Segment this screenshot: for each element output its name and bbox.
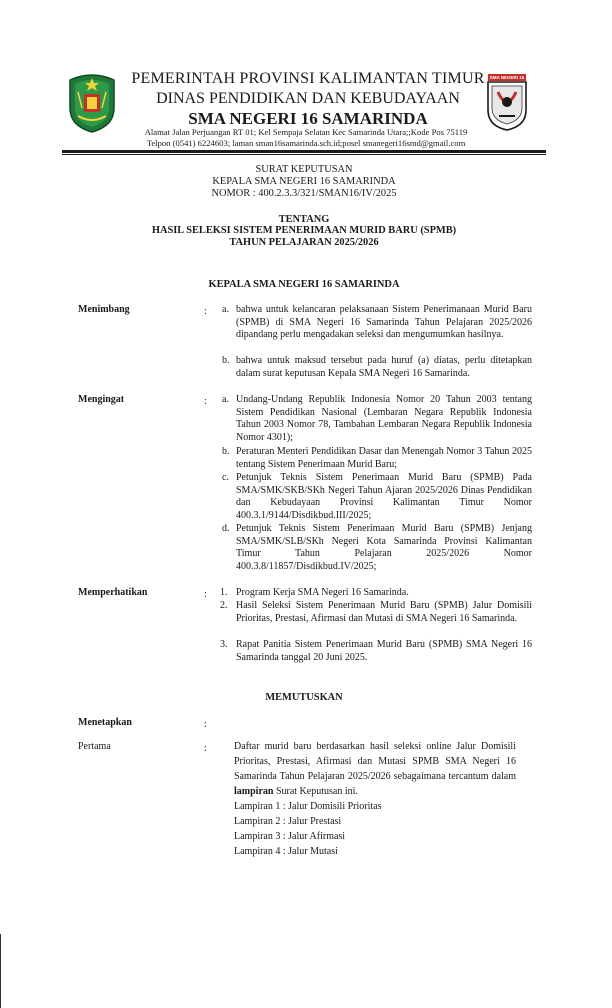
list-item: Program Kerja SMA Negeri 16 Samarinda. (236, 587, 409, 598)
list-marker: c. (222, 472, 229, 483)
decree-type: SURAT KEPUTUSAN (255, 164, 353, 175)
section-heading-head: KEPALA SMA NEGERI 16 SAMARINDA (208, 279, 400, 290)
pertama-label: Pertama (78, 741, 111, 752)
menetapkan-label: Menetapkan (78, 717, 132, 728)
lampiran-item: Lampiran 3 : Jalur Afirmasi (234, 831, 346, 842)
list-marker: 3. (220, 639, 228, 650)
list-item: bahwa untuk kelancaran pelaksanaan Sistem Penerimanaan Murid Baru (SPMB) di SMA Negeri 16 Samarinda Tahun Pelajaran 2025/2026 dipandang perlu mengadakan seleksi dan mengumumkan hasilnya. (236, 304, 532, 341)
list-item: Undang-Undang Republik Indonesia Nomor 20 Tahun 2003 tentang Sistem Pendidikan Nasional (Lembaran Negara Republik Indonesia Tahun 2003 Nomor 78, Tambahan Lembaran Negara Republik Indonesia Nomor 4301); (236, 394, 532, 443)
letterhead-department: DINAS PENDIDIKAN DAN KEBUDAYAAN (156, 90, 460, 107)
decree-subject-line2: TAHUN PELAJARAN 2025/2026 (229, 237, 379, 248)
menimbang-colon: : (204, 306, 207, 317)
decree-number: NOMOR : 400.2.3.3/321/SMAN16/IV/2025 (211, 188, 397, 199)
school-logo (484, 72, 530, 132)
lampiran-item: Lampiran 4 : Jalur Mutasi (234, 846, 338, 857)
letterhead-divider-thick (62, 150, 546, 153)
letterhead-divider-thin (62, 154, 546, 155)
menetapkan-colon: : (204, 719, 207, 730)
list-marker: 2. (220, 600, 228, 611)
list-item: Rapat Panitia Sistem Penerimaan Murid Baru (SPMB) SMA Negeri 16 Samarinda tanggal 20 Juni 2025. (236, 639, 532, 663)
pertama-colon: : (204, 743, 207, 754)
school-logo-text: SMA NEGERI 16 (489, 75, 525, 80)
mengingat-colon: : (204, 396, 207, 407)
pertama-text (234, 739, 516, 799)
letterhead-school-name: SMA NEGERI 16 SAMARINDA (188, 109, 428, 128)
letterhead-contact: Telpon (0541) 6224603; laman sman16samarinda.sch.id;posel smanegeri16smd@gmail.com (146, 138, 466, 148)
list-marker: 1. (220, 587, 228, 598)
list-marker: b. (222, 446, 230, 457)
memperhatikan-label: Memperhatikan (78, 587, 148, 598)
lampiran-item: Lampiran 2 : Jalur Prestasi (234, 816, 342, 827)
list-marker: a. (222, 304, 229, 315)
kaltim-province-logo (66, 72, 118, 134)
list-marker: d. (222, 523, 230, 534)
pertama-text-end: Surat Keputusan ini. (273, 786, 358, 797)
scan-edge-line (0, 934, 1, 1008)
list-item: Petunjuk Teknis Sistem Penerimaan Murid Baru (SPMB) Jenjang SMA/SMK/SLB/SKh Negeri Kota Samarinda Provinsi Kalimantan Timur Tahun Pelajaran 2025/2026 Nomor 400.3.8/11857/Disdikbud.IV/2025; (236, 523, 532, 572)
letterhead-government: PEMERINTAH PROVINSI KALIMANTAN TIMUR (131, 70, 485, 87)
list-item: bahwa untuk maksud tersebut pada huruf (a) diatas, perlu ditetapkan dalam surat keputusan Kepala SMA Negeri 16 Samarinda. (236, 355, 532, 379)
memutuskan-heading: MEMUTUSKAN (265, 692, 343, 703)
lampiran-item: Lampiran 1 : Jalur Domisili Prioritas (234, 801, 382, 812)
memperhatikan-colon: : (204, 589, 207, 600)
pertama-text-main: Daftar murid baru berdasarkan hasil seleksi online Jalur Domisili Prioritas, Prestasi, Afirmasi dan Mutasi SPMB SMA Negeri 16 Samarinda Tahun Pelajaran 2025/2026 sebagaimana tercantum dalam (234, 741, 516, 782)
list-item: Peraturan Menteri Pendidikan Dasar dan Menengah Nomor 3 Tahun 2025 tentang Sistem Penerimaan Murid Baru; (236, 446, 532, 470)
list-item: Hasil Seleksi Sistem Penerimaan Murid Baru (SPMB) Jalur Domisili Prioritas, Prestasi, Afirmasi dan Mutasi di SMA Negeri 16 Samarinda. (236, 600, 532, 624)
list-marker: b. (222, 355, 230, 366)
menimbang-label: Menimbang (78, 304, 130, 315)
decree-subject-line1: HASIL SELEKSI SISTEM PENERIMAAN MURID BARU (SPMB) (151, 225, 457, 236)
decree-issuer: KEPALA SMA NEGERI 16 SAMARINDA (212, 176, 396, 187)
list-marker: a. (222, 394, 229, 405)
letterhead-address: Alamat Jalan Perjuangan RT 01; Kel Sempaja Selatan Kec Samarinda Utara;;Kode Pos 75119 (144, 127, 468, 137)
pertama-text-bold: lampiran (234, 786, 274, 797)
list-item: Petunjuk Teknis Sistem Penerimaan Murid Baru (SPMB) Pada SMA/SMK/SKB/SKh Negeri Tahun Ajaran 2025/2026 Dinas Pendidikan dan Kebudayaan Provinsi Kalimantan Timur Nomor 400.3.1/9144/Disdikbud.III/2025; (236, 472, 532, 521)
mengingat-label: Mengingat (78, 394, 125, 405)
decree-about: TENTANG (278, 214, 330, 225)
